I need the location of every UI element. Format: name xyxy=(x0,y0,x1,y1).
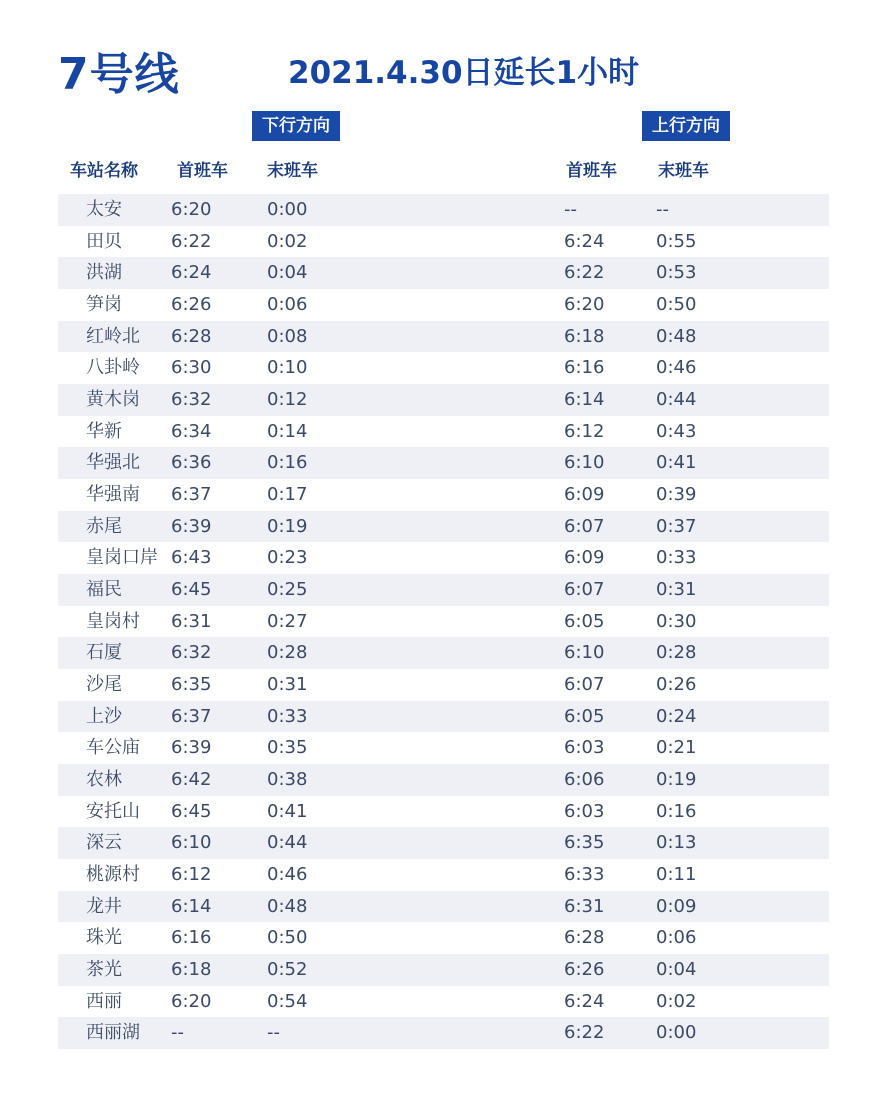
station-name: 洪湖 xyxy=(86,262,122,284)
table-row xyxy=(58,986,829,1018)
down-last-train-time: 0:16 xyxy=(267,452,308,474)
table-row xyxy=(58,606,829,638)
down-last-train-time: 0:33 xyxy=(267,705,308,727)
station-name: 田贝 xyxy=(86,230,122,252)
station-name: 石厦 xyxy=(86,642,122,664)
table-row xyxy=(58,447,829,479)
down-first-train-time: 6:34 xyxy=(171,420,212,442)
table-row xyxy=(58,257,829,289)
down-last-train-time: 0:50 xyxy=(267,927,308,949)
down-first-train-time: 6:45 xyxy=(171,800,212,822)
up-last-train-time: 0:55 xyxy=(656,230,697,252)
table-row xyxy=(58,796,829,828)
line-title: 7号线 xyxy=(58,49,180,100)
station-name: 皇岗口岸 xyxy=(86,547,158,569)
station-name: 福民 xyxy=(86,579,122,601)
down-first-train-time: 6:31 xyxy=(171,610,212,632)
down-first-train-time: 6:16 xyxy=(171,927,212,949)
table-row xyxy=(58,384,829,416)
down-first-train-time: 6:37 xyxy=(171,705,212,727)
down-last-train-time: 0:06 xyxy=(267,294,308,316)
up-last-train-time: 0:09 xyxy=(656,895,697,917)
down-first-train-time: 6:20 xyxy=(171,990,212,1012)
station-name: 安托山 xyxy=(86,800,140,822)
up-last-train-time: 0:41 xyxy=(656,452,697,474)
station-name: 茶光 xyxy=(86,959,122,981)
up-last-train-time: 0:37 xyxy=(656,515,697,537)
up-first-train-time: 6:09 xyxy=(564,484,605,506)
up-last-train-time: -- xyxy=(656,199,669,220)
up-first-train-time: 6:18 xyxy=(564,325,605,347)
down-last-train-time: 0:44 xyxy=(267,832,308,854)
station-column-header: 车站名称 xyxy=(70,161,138,181)
down-first-train-time: 6:32 xyxy=(171,642,212,664)
down-first-train-time: 6:37 xyxy=(171,484,212,506)
table-row xyxy=(58,416,829,448)
station-name: 笋岗 xyxy=(86,294,122,316)
down-first-train-time: 6:26 xyxy=(171,294,212,316)
up-first-train-time: 6:03 xyxy=(564,800,605,822)
up-first-train-time: 6:07 xyxy=(564,674,605,696)
station-name: 深云 xyxy=(86,832,122,854)
table-row xyxy=(58,194,829,226)
up-first-train-time: 6:24 xyxy=(564,230,605,252)
up-last-train-time: 0:11 xyxy=(656,864,697,886)
up-last-train-time: 0:02 xyxy=(656,990,697,1012)
down-last-train-time: 0:12 xyxy=(267,389,308,411)
table-row xyxy=(58,289,829,321)
table-row xyxy=(58,226,829,258)
up-first-train-time: 6:10 xyxy=(564,642,605,664)
down-first-train-time: 6:32 xyxy=(171,389,212,411)
up-first-train-time: 6:06 xyxy=(564,769,605,791)
up-last-train-time: 0:46 xyxy=(656,357,697,379)
station-name: 珠光 xyxy=(86,927,122,949)
up-last-train-time: 0:44 xyxy=(656,389,697,411)
station-name: 赤尾 xyxy=(86,515,122,537)
station-name: 华新 xyxy=(86,420,122,442)
station-name: 皇岗村 xyxy=(86,610,140,632)
up-first-train-time: 6:24 xyxy=(564,990,605,1012)
station-name: 车公庙 xyxy=(86,737,140,759)
up-first-train-time: 6:14 xyxy=(564,389,605,411)
station-name: 太安 xyxy=(86,199,122,220)
down-first-train-time: 6:22 xyxy=(171,230,212,252)
down-last-train-time: 0:28 xyxy=(267,642,308,664)
station-name: 沙尾 xyxy=(86,674,122,696)
down-last-train-time: 0:48 xyxy=(267,895,308,917)
up-first-train-time: 6:31 xyxy=(564,895,605,917)
down-first-train-time: 6:30 xyxy=(171,357,212,379)
down-first-train-time: 6:20 xyxy=(171,199,212,220)
up-direction-badge: 上行方向 xyxy=(642,111,730,141)
table-row xyxy=(58,352,829,384)
up-first-train-time: 6:35 xyxy=(564,832,605,854)
table-row xyxy=(58,954,829,986)
down-last-train-time: -- xyxy=(267,1022,280,1044)
down-first-train-time: 6:35 xyxy=(171,674,212,696)
down-direction-badge: 下行方向 xyxy=(252,111,340,141)
station-name: 农林 xyxy=(86,769,122,791)
table-row xyxy=(58,701,829,733)
station-name: 红岭北 xyxy=(86,325,140,347)
up-first-train-header: 首班车 xyxy=(566,161,617,181)
up-first-train-time: -- xyxy=(564,199,577,220)
down-last-train-time: 0:46 xyxy=(267,864,308,886)
down-last-train-time: 0:25 xyxy=(267,579,308,601)
down-last-train-time: 0:35 xyxy=(267,737,308,759)
station-name: 黄木岗 xyxy=(86,389,140,411)
table-row xyxy=(58,1017,829,1049)
timetable xyxy=(58,194,829,1049)
down-last-train-time: 0:38 xyxy=(267,769,308,791)
up-last-train-time: 0:13 xyxy=(656,832,697,854)
down-last-train-time: 0:00 xyxy=(267,199,308,220)
up-last-train-time: 0:21 xyxy=(656,737,697,759)
station-name: 西丽湖 xyxy=(86,1022,140,1044)
down-first-train-time: 6:45 xyxy=(171,579,212,601)
up-last-train-time: 0:30 xyxy=(656,610,697,632)
up-first-train-time: 6:22 xyxy=(564,262,605,284)
down-first-train-time: 6:12 xyxy=(171,864,212,886)
up-last-train-time: 0:33 xyxy=(656,547,697,569)
up-last-train-time: 0:06 xyxy=(656,927,697,949)
station-name: 华强南 xyxy=(86,484,140,506)
up-last-train-time: 0:48 xyxy=(656,325,697,347)
up-last-train-time: 0:53 xyxy=(656,262,697,284)
up-last-train-time: 0:43 xyxy=(656,420,697,442)
down-last-train-time: 0:27 xyxy=(267,610,308,632)
down-last-train-time: 0:41 xyxy=(267,800,308,822)
up-first-train-time: 6:07 xyxy=(564,579,605,601)
up-last-train-time: 0:31 xyxy=(656,579,697,601)
station-name: 华强北 xyxy=(86,452,140,474)
up-last-train-time: 0:50 xyxy=(656,294,697,316)
up-first-train-time: 6:33 xyxy=(564,864,605,886)
down-first-train-time: -- xyxy=(171,1022,184,1044)
extension-notice: 2021.4.30日延长1小时 xyxy=(288,55,640,91)
table-row xyxy=(58,859,829,891)
up-first-train-time: 6:07 xyxy=(564,515,605,537)
up-last-train-time: 0:28 xyxy=(656,642,697,664)
table-row xyxy=(58,732,829,764)
up-first-train-time: 6:20 xyxy=(564,294,605,316)
up-first-train-time: 6:28 xyxy=(564,927,605,949)
station-name: 上沙 xyxy=(86,705,122,727)
down-first-train-time: 6:28 xyxy=(171,325,212,347)
table-row xyxy=(58,479,829,511)
up-first-train-time: 6:10 xyxy=(564,452,605,474)
down-first-train-time: 6:18 xyxy=(171,959,212,981)
table-row xyxy=(58,574,829,606)
down-first-train-header: 首班车 xyxy=(177,161,228,181)
table-row xyxy=(58,511,829,543)
down-last-train-header: 末班车 xyxy=(267,161,318,181)
up-last-train-time: 0:16 xyxy=(656,800,697,822)
down-last-train-time: 0:04 xyxy=(267,262,308,284)
up-first-train-time: 6:16 xyxy=(564,357,605,379)
table-row xyxy=(58,637,829,669)
down-last-train-time: 0:31 xyxy=(267,674,308,696)
up-last-train-time: 0:04 xyxy=(656,959,697,981)
down-last-train-time: 0:14 xyxy=(267,420,308,442)
station-name: 龙井 xyxy=(86,895,122,917)
up-first-train-time: 6:12 xyxy=(564,420,605,442)
down-first-train-time: 6:43 xyxy=(171,547,212,569)
up-first-train-time: 6:09 xyxy=(564,547,605,569)
up-first-train-time: 6:22 xyxy=(564,1022,605,1044)
table-row xyxy=(58,922,829,954)
up-first-train-time: 6:03 xyxy=(564,737,605,759)
up-first-train-time: 6:26 xyxy=(564,959,605,981)
up-last-train-time: 0:00 xyxy=(656,1022,697,1044)
up-first-train-time: 6:05 xyxy=(564,705,605,727)
down-first-train-time: 6:36 xyxy=(171,452,212,474)
station-name: 桃源村 xyxy=(86,864,140,886)
down-last-train-time: 0:17 xyxy=(267,484,308,506)
table-row xyxy=(58,891,829,923)
table-row xyxy=(58,764,829,796)
down-first-train-time: 6:39 xyxy=(171,737,212,759)
table-row xyxy=(58,669,829,701)
table-row xyxy=(58,827,829,859)
down-first-train-time: 6:24 xyxy=(171,262,212,284)
down-first-train-time: 6:42 xyxy=(171,769,212,791)
down-last-train-time: 0:54 xyxy=(267,990,308,1012)
up-last-train-time: 0:19 xyxy=(656,769,697,791)
down-first-train-time: 6:39 xyxy=(171,515,212,537)
table-row xyxy=(58,542,829,574)
up-last-train-time: 0:39 xyxy=(656,484,697,506)
up-first-train-time: 6:05 xyxy=(564,610,605,632)
up-last-train-header: 末班车 xyxy=(658,161,709,181)
up-last-train-time: 0:26 xyxy=(656,674,697,696)
down-last-train-time: 0:10 xyxy=(267,357,308,379)
station-name: 西丽 xyxy=(86,990,122,1012)
down-last-train-time: 0:52 xyxy=(267,959,308,981)
down-last-train-time: 0:23 xyxy=(267,547,308,569)
up-last-train-time: 0:24 xyxy=(656,705,697,727)
down-first-train-time: 6:10 xyxy=(171,832,212,854)
down-last-train-time: 0:08 xyxy=(267,325,308,347)
table-row xyxy=(58,321,829,353)
down-last-train-time: 0:19 xyxy=(267,515,308,537)
down-first-train-time: 6:14 xyxy=(171,895,212,917)
station-name: 八卦岭 xyxy=(86,357,140,379)
down-last-train-time: 0:02 xyxy=(267,230,308,252)
